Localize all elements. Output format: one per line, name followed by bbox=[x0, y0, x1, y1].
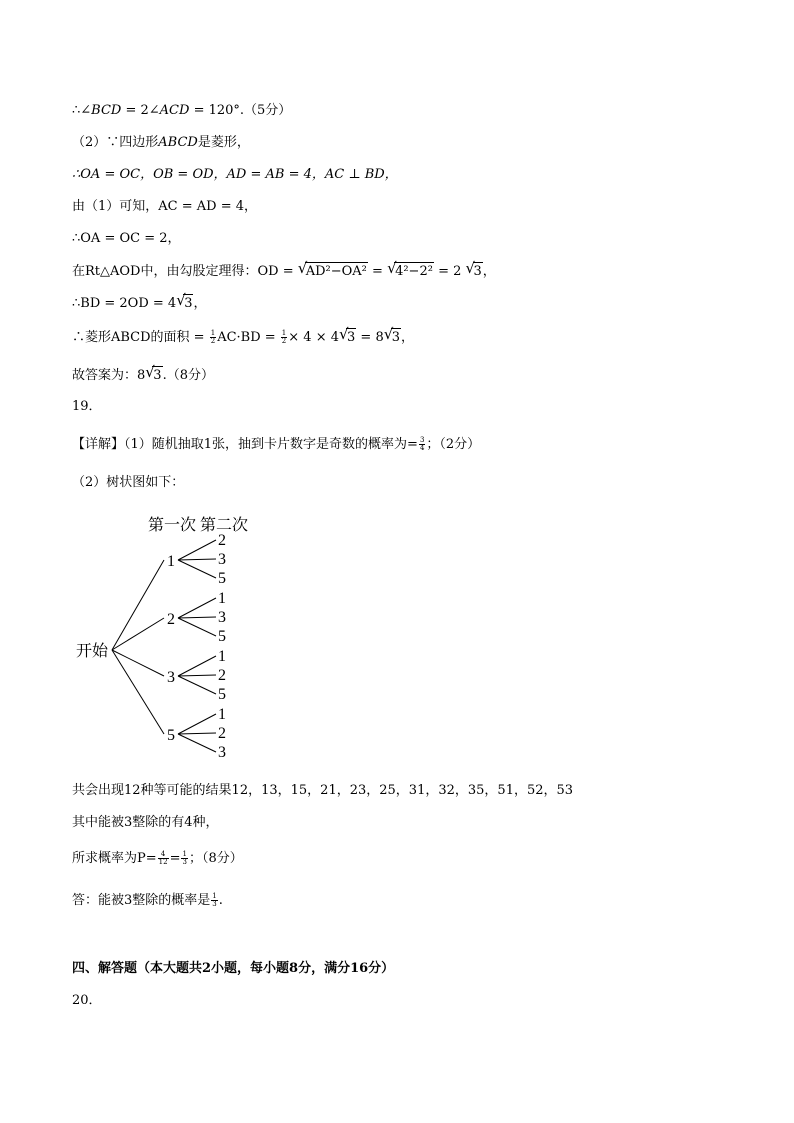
tree-leaf: 5 bbox=[218, 686, 226, 703]
denominator: 2 bbox=[281, 337, 287, 345]
tree-edges bbox=[112, 540, 216, 752]
radicand: 3 bbox=[391, 330, 400, 345]
line-detail-part1 bbox=[72, 436, 480, 454]
tree-leaf: 3 bbox=[218, 609, 226, 626]
numerator: 1 bbox=[212, 892, 217, 900]
text: AC·BD = bbox=[217, 330, 280, 345]
fraction bbox=[211, 893, 217, 908]
question-number-20: 20． bbox=[72, 993, 102, 1008]
text: = bbox=[169, 851, 181, 866]
text: ， bbox=[482, 264, 496, 279]
denominator: 3 bbox=[212, 900, 217, 908]
text: = 2∠ bbox=[121, 103, 160, 118]
text: = bbox=[367, 264, 388, 279]
line-oa-oc: ∴OA = OC = 2， bbox=[72, 231, 181, 246]
tree-root: 开始 bbox=[76, 643, 109, 660]
sqrt: √ 3 bbox=[383, 325, 400, 345]
tree-leaf: 3 bbox=[218, 551, 226, 568]
tree-leaf: 1 bbox=[218, 590, 226, 607]
line-tree-intro: （2）树状图如下： bbox=[72, 475, 185, 490]
sqrt: √ 3 bbox=[339, 325, 356, 345]
radicand: 3 bbox=[153, 368, 162, 383]
line-answer-area bbox=[72, 363, 214, 385]
line-properties: ∴OA = OC，OB = OD，AD = AB = 4，AC ⊥ BD， bbox=[72, 167, 398, 182]
denominator: 3 bbox=[182, 858, 187, 866]
text: ；（8分） bbox=[188, 851, 243, 866]
denominator: 12 bbox=[158, 858, 168, 866]
tree-branch-3: 3 bbox=[167, 669, 175, 686]
text: ∴BD = 2OD = 4 bbox=[72, 296, 177, 311]
math-var: ABCD bbox=[158, 135, 198, 150]
numerator: 4 bbox=[158, 851, 169, 859]
fraction bbox=[158, 851, 169, 866]
numerator: 3 bbox=[419, 436, 425, 444]
question-number-19: 19． bbox=[72, 399, 102, 414]
text: ， bbox=[401, 330, 415, 345]
sqrt: √ 3 bbox=[465, 259, 482, 279]
tree-leaf: 5 bbox=[218, 628, 226, 645]
text: 答：能被3整除的概率是 bbox=[72, 893, 211, 908]
text: 故答案为：8 bbox=[72, 368, 146, 383]
sqrt: √ 3 bbox=[176, 291, 193, 311]
tree-leaf: 1 bbox=[218, 648, 226, 665]
text: （2）∵四边形 bbox=[72, 135, 159, 150]
fraction bbox=[210, 330, 216, 345]
tree-leaf: 5 bbox=[218, 570, 226, 587]
line-rhombus-given bbox=[72, 134, 250, 152]
line-bd bbox=[72, 291, 207, 313]
tree-branch-5: 5 bbox=[167, 727, 175, 744]
radicand: 3 bbox=[473, 264, 482, 279]
text: ；（2分） bbox=[426, 437, 481, 452]
line-angle-bcd bbox=[72, 102, 291, 120]
fraction bbox=[419, 437, 425, 452]
text: = 8 bbox=[356, 330, 384, 345]
denominator: 4 bbox=[419, 444, 425, 452]
numerator: 1 bbox=[182, 850, 187, 858]
tree-leaf: 2 bbox=[218, 532, 226, 549]
text: . bbox=[218, 893, 223, 908]
fraction bbox=[181, 851, 187, 866]
text: × 4 × 4 bbox=[288, 330, 339, 345]
line-probability bbox=[72, 850, 243, 868]
text: = 2 bbox=[433, 264, 462, 279]
tree-header-second: 第二次 bbox=[200, 517, 249, 534]
line-final-answer bbox=[72, 892, 223, 910]
text: .（8分） bbox=[162, 368, 214, 383]
sqrt: √ 3 bbox=[145, 363, 162, 383]
text: ∴∠ bbox=[72, 103, 92, 118]
denominator: 2 bbox=[210, 337, 216, 345]
text: ， bbox=[193, 296, 207, 311]
radicand: 3 bbox=[347, 330, 356, 345]
line-pythagoras bbox=[72, 259, 496, 281]
tree-leaf: 2 bbox=[218, 725, 226, 742]
tree-header-first: 第一次 bbox=[148, 517, 197, 534]
tree-branch-2: 2 bbox=[167, 611, 175, 628]
numerator: 1 bbox=[210, 329, 216, 337]
tree-leaf: 3 bbox=[218, 744, 226, 761]
tree-diagram bbox=[70, 510, 270, 766]
radicand: AD²−OA² bbox=[305, 264, 367, 279]
text: 所求概率为P= bbox=[72, 851, 157, 866]
text: 【详解】（1）随机抽取1张，抽到卡片数字是奇数的概率为= bbox=[72, 437, 418, 452]
line-divisible-count: 其中能被3整除的有4种， bbox=[72, 815, 219, 830]
radicand: 4²−2² bbox=[395, 264, 433, 279]
line-area bbox=[72, 325, 415, 347]
tree-leaf: 1 bbox=[218, 706, 226, 723]
text: = 120°.（5分） bbox=[189, 103, 292, 118]
tree-branch-1: 1 bbox=[167, 553, 175, 570]
text: 是菱形， bbox=[197, 135, 250, 150]
math-var: ACD bbox=[159, 103, 190, 118]
tree-leaf: 2 bbox=[218, 667, 226, 684]
section-heading: 四、解答题（本大题共2小题，每小题8分，满分16分） bbox=[72, 961, 395, 976]
line-outcomes: 共会出现12种等可能的结果12，13，15，21，23，25，31，32，35，51，52，53 bbox=[72, 783, 574, 798]
line-from-part1: 由（1）可知，AC = AD = 4， bbox=[72, 199, 258, 214]
radicand: 3 bbox=[184, 296, 193, 311]
sqrt: √ 4²−2² bbox=[387, 259, 433, 279]
fraction bbox=[281, 330, 287, 345]
text: ∴菱形ABCD的面积 = bbox=[72, 330, 209, 345]
numerator: 1 bbox=[281, 329, 287, 337]
math-var: BCD bbox=[91, 103, 122, 118]
sqrt: √ AD²−OA² bbox=[297, 259, 367, 279]
text: 在Rt△AOD中，由勾股定理得：OD = bbox=[72, 264, 298, 279]
